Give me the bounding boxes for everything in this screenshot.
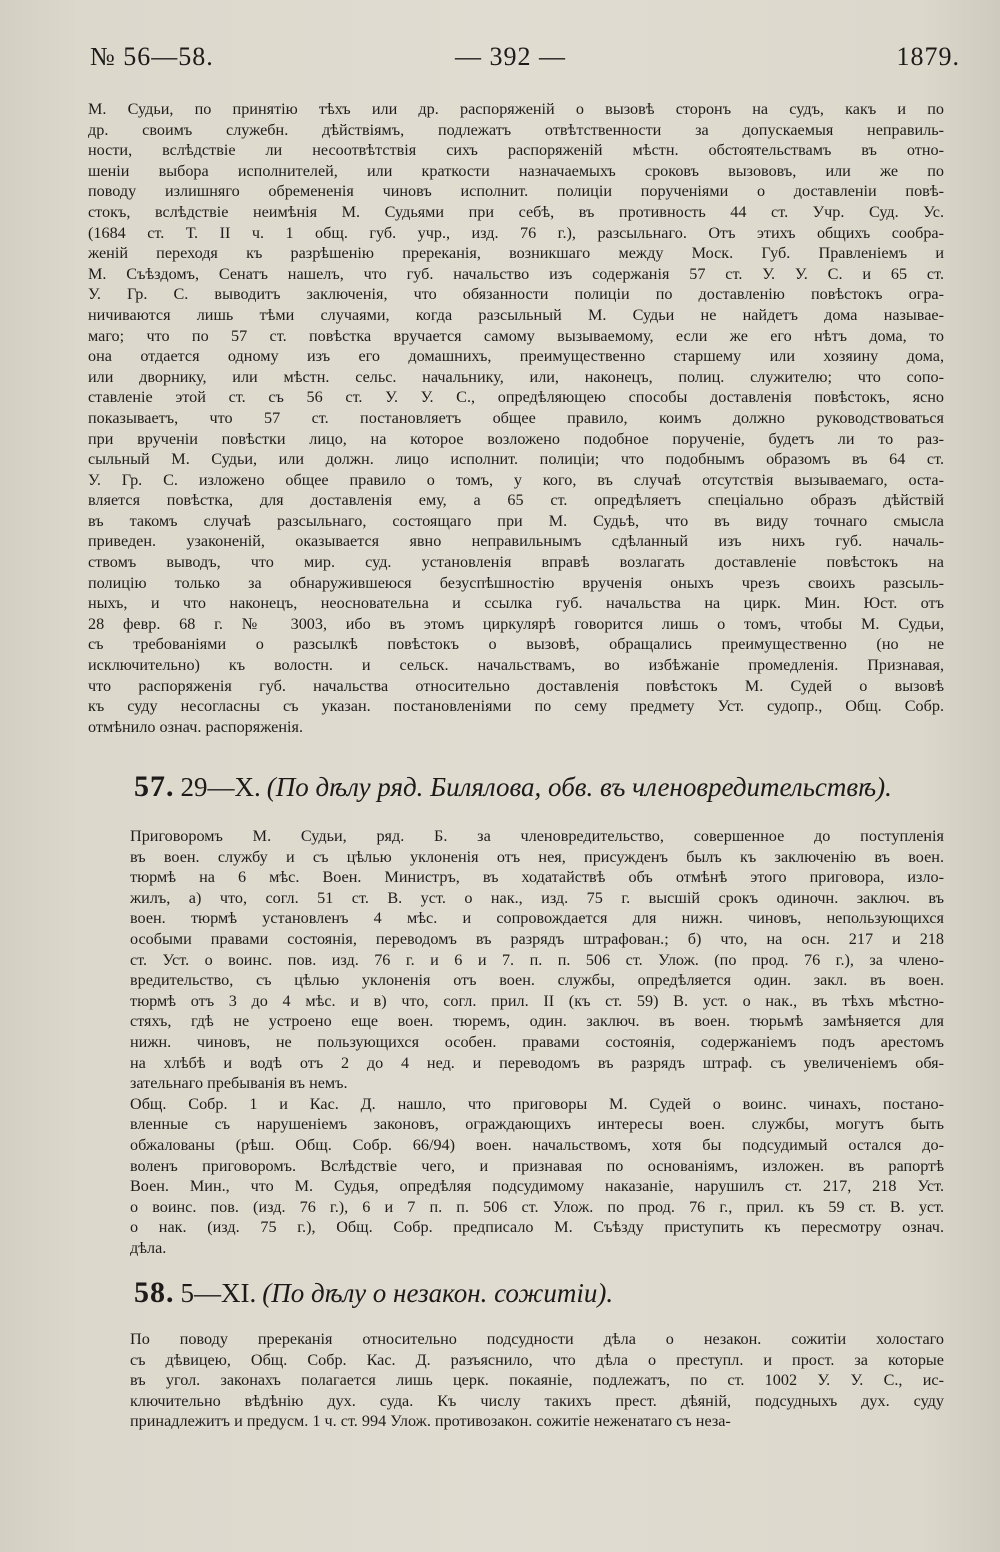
text-line: съ дѣвицею, Общ. Собр. Кас. Д. разъяснило, что дѣла о преступл. и прост. за которые	[130, 1350, 944, 1369]
text-line: ныхъ, и что наконецъ, неосновательна и ссылка губ. начальства на цирк. Мин. Юст. отъ	[88, 594, 944, 613]
text-line: исключительно) къ волостн. и сельск. начальствамъ, во избѣжаніе промедленія. Признавая,	[88, 656, 944, 675]
text-line: воен. тюрмѣ установленъ 4 мѣс. и сопровождается для нижн. чиновъ, непользующихся	[130, 909, 944, 928]
section-title: (По дѣлу ряд. Билялова, обв. въ членовредительствѣ).	[266, 772, 892, 802]
text-line: вленные съ нарушеніемъ законовъ, ограждающихъ интересы воен. службы, могутъ быть	[130, 1115, 944, 1134]
text-line: ключительно вѣдѣнію дух. суда. Къ числу такихъ прест. дѣяній, подсудныхъ дух. суду	[130, 1391, 944, 1410]
text-line: въ угол. законахъ полагается лишь церк. покаяніе, подлежатъ, по ст. 1002 У. У. С., ис-	[130, 1371, 944, 1390]
text-line: ст. Уст. о воинс. пов. изд. 76 г. и 6 и 7. п. п. 506 ст. Улож. (по прод. 76 г.), за члено-	[130, 950, 944, 969]
section-57-heading	[134, 770, 954, 804]
text-line: на хлѣбѣ и водѣ отъ 2 до 4 нед. и переводомъ въ разрядъ штраф. съ увеличеніемъ обя-	[130, 1053, 944, 1072]
section-58-heading	[134, 1276, 954, 1310]
text-line: въ воен. службу и съ цѣлью уклоненія отъ нея, присужденъ былъ къ заключенію въ воен.	[130, 847, 944, 866]
section-range: № 56—58.	[90, 42, 214, 71]
paragraph	[88, 1094, 944, 1259]
text-line: отмѣнило означ. распоряженія.	[88, 717, 304, 736]
paragraph	[88, 1329, 944, 1432]
text-line: приведен. узаконеній, оказывается явно неправильнымъ сдѣланный изъ нихъ губ. началь-	[88, 532, 944, 551]
text-line: М. Судьи, по принятію тѣхъ или др. распоряженій о вызовѣ сторонъ на судъ, какъ и по	[88, 100, 944, 118]
text-line: о нак. (изд. 75 г.), Общ. Собр. предписало М. Съѣзду приступить къ пересмотру означ.	[130, 1218, 944, 1237]
text-line: жилъ, а) что, согл. 51 ст. В. уст. о нак., изд. 75 г. высшій срокъ одиночн. заключ. въ	[130, 888, 944, 907]
text-line: 28 февр. 68 г. № 3003, ибо въ этомъ циркулярѣ говорится лишь о томъ, чтобы М. Судьи,	[88, 614, 944, 633]
text-line: при врученіи повѣстки лицо, на которое возложено подобное порученіе, будетъ ли то раз-	[88, 429, 944, 448]
text-line: принадлежитъ и предусм. 1 ч. ст. 994 Улож. противозакон. сожитіе неженатаго съ неза-	[130, 1412, 731, 1431]
text-line: въ такомъ случаѣ разсыльнаго, состоящаго при М. Судьѣ, что въ виду точнаго смысла	[88, 511, 944, 530]
text-line: ничиваются лишь тѣми случаями, когда разсыльный М. Судьи не найдетъ дома называе-	[88, 305, 944, 324]
text-line: Приговоромъ М. Судьи, ряд. Б. за членовредительство, совершенное до поступленія	[130, 827, 944, 845]
section-date: 29—X.	[180, 772, 261, 802]
text-line: обжалованы (рѣш. Общ. Собр. 66/94) воен. начальствомъ, хотя бы подсудимый остался до-	[130, 1135, 944, 1154]
text-line: полицію только за обнаружившеюся безуспѣшностію врученія оныхъ чрезъ своихъ разсыль-	[88, 573, 944, 592]
page-header	[90, 42, 960, 82]
paragraph	[88, 826, 944, 1094]
text-line: зательнаго пребыванія въ немъ.	[130, 1074, 348, 1093]
section-number: 58.	[134, 1276, 175, 1309]
text-line: что распоряженія губ. начальства относительно доставленія повѣстокъ М. Судей о вызовѣ	[88, 676, 944, 695]
text-line: У. Гр. С. изложено общее правило о томъ, у кого, въ случаѣ отсутствія вызываемаго, оста-	[88, 470, 944, 489]
text-line: М. Съѣздомъ, Сенатъ нашелъ, что губ. начальство изъ содержанія 57 ст. У. У. С. и 65 ст.	[88, 264, 944, 283]
paragraph	[88, 99, 944, 737]
text-line: стокъ, вслѣдствіе неимѣнія М. Судьями при себѣ, въ противность 44 ст. Учр. Суд. Ус.	[88, 202, 944, 221]
text-line: съ требованіями о разсылкѣ повѣстокъ о вызовѣ, обращались преимущественно (но не	[88, 635, 944, 654]
text-line: вляется повѣстка, для доставленія ему, а 65 ст. опредѣляетъ спеціально образъ дѣйствій	[88, 491, 944, 510]
section-56-continuation	[88, 99, 944, 737]
text-line: маго; что по 57 ст. повѣстка вручается самому вызываемому, если же его нѣтъ дома, то	[88, 326, 944, 345]
text-line: По поводу пререканія относительно подсудности дѣла о незакон. сожитіи холостаго	[130, 1330, 944, 1348]
text-line: о воинс. пов. (изд. 76 г.), 6 и 7 п. п. 506 ст. Улож. по прод. 76 г., прил. къ 59 ст. В. уст.	[130, 1197, 944, 1216]
text-line: тюрмѣ отъ 3 до 4 мѣс. и в) что, согл. прил. II (къ ст. 59) В. уст. о нак., въ тѣхъ мѣстно-	[130, 991, 944, 1010]
section-57-body	[88, 826, 944, 1258]
text-line: У. Гр. С. выводитъ заключенія, что обязанности полиціи по доставленію повѣстокъ огра-	[88, 285, 944, 304]
year: 1879.	[896, 42, 960, 71]
text-line: шеніи выбора исполнителей, или краткости назначаемыхъ сроковъ вызововъ, или же по	[88, 161, 944, 180]
text-line: дѣла.	[130, 1238, 167, 1257]
text-line: особыми правами состоянія, переводомъ въ разрядъ штрафован.; б) что, на осн. 217 и 218	[130, 929, 944, 948]
text-line: женій переходя къ разрѣшенію пререканія, возникшаго между Моск. Губ. Правленіемъ и	[88, 244, 944, 263]
text-line: ности, вслѣдствіе ли несоотвѣтствія сихъ распоряженій мѣстн. обстоятельствамъ въ отно-	[88, 141, 944, 160]
text-line: сыльный М. Судьи, или должн. лицо исполнит. полиціи; что подобнымъ образомъ въ 64 ст.	[88, 450, 944, 469]
text-line: воленъ приговоромъ. Вслѣдствіе чего, и признавая по основаніямъ, изложен. въ рапортѣ	[130, 1156, 944, 1175]
text-line: поводу излишняго обремененія чиновъ исполнит. полиціи порученіями о доставленіи повѣ-	[88, 182, 944, 201]
text-line: ствомъ выводъ, что мир. суд. установленія вправѣ возлагать доставленіе повѣстокъ на	[88, 553, 944, 572]
text-line: тюрмѣ на 6 мѣс. Воен. Министръ, въ ходатайствѣ объ отмѣнѣ этого приговора, изло-	[130, 868, 944, 887]
text-line: нижн. чиновъ, не пользующихся особен. правами состоянія, содержаніемъ подъ арестомъ	[130, 1032, 944, 1051]
text-line: Общ. Собр. 1 и Кас. Д. нашло, что приговоры М. Судей о воинс. чинахъ, постано-	[130, 1094, 944, 1113]
section-date: 5—XI.	[180, 1278, 257, 1308]
text-line: или дворнику, или мѣстн. сельс. начальнику, или, наконецъ, полиц. служителю; что сопо-	[88, 367, 944, 386]
text-line: др. своимъ служебн. дѣйствіямъ, подлежатъ отвѣтственности за допускаемыя неправиль-	[88, 120, 944, 139]
text-line: показываетъ, что 57 ст. постановляетъ общее правило, коимъ должно руководствоваться	[88, 408, 944, 427]
page-number: — 392 —	[455, 42, 566, 71]
text-line: (1684 ст. Т. II ч. 1 общ. губ. учр., изд. 76 г.), разсыльнаго. Отъ этихъ общихъ сообра-	[88, 223, 944, 242]
text-line: Воен. Мин., что М. Судья, опредѣляя подсудимому наказаніе, нарушилъ ст. 217, 218 Уст.	[130, 1177, 944, 1196]
section-title: (По дѣлу о незакон. сожитіи).	[262, 1278, 614, 1308]
text-line: стяхъ, гдѣ не устроено еще воен. тюремъ, один. заключ. въ воен. тюрьмѣ замѣняется для	[130, 1012, 944, 1031]
text-line: къ суду несогласны съ указан. постановленіями по сему предмету Уст. судопр., Общ. Собр.	[88, 697, 944, 716]
text-line: она отдается одному изъ его домашнихъ, преимущественно старшему или хозяину дома,	[88, 347, 944, 366]
text-line: ставленіе этой ст. съ 56 ст. У. У. С., опредѣляющею способы доставленія повѣстокъ, ясно	[88, 388, 944, 407]
section-number: 57.	[134, 770, 175, 803]
section-58-body	[88, 1329, 944, 1432]
text-line: вредительство, съ цѣлью уклоненія отъ воен. службы, опредѣляется один. закл. въ воен.	[130, 971, 944, 990]
